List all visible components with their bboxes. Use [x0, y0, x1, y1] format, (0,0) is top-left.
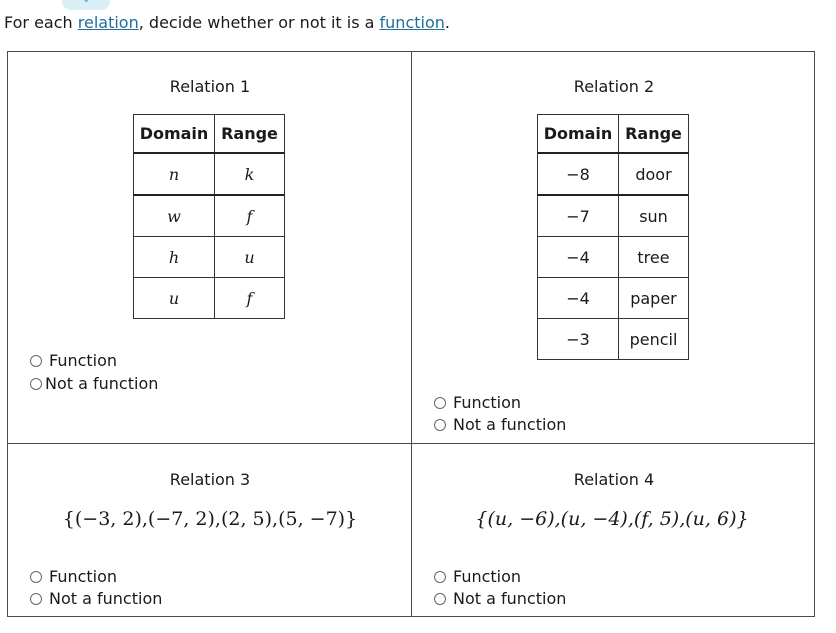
option-label: Function — [453, 393, 522, 412]
domain-header: Domain — [134, 115, 215, 154]
instruction-text — [4, 13, 450, 32]
option-label: Not a function — [49, 589, 163, 608]
relation-3-set: {(−3, 2),(−7, 2),(2, 5),(5, −7)} — [62, 508, 358, 530]
option-label: Function — [453, 567, 522, 586]
option-label: Function — [49, 351, 118, 370]
domain-header: Domain — [538, 115, 619, 154]
range-cell: k — [215, 153, 285, 195]
radio-button[interactable] — [30, 593, 42, 605]
radio-button[interactable] — [434, 571, 446, 583]
grid-divider-vertical — [411, 52, 412, 616]
relation-link[interactable]: relation — [77, 13, 139, 32]
relation-3-function-option[interactable] — [30, 567, 117, 586]
table-row — [134, 195, 285, 237]
instruction-suffix: . — [444, 13, 450, 32]
domain-cell: n — [134, 153, 215, 195]
table-row — [538, 319, 689, 360]
relation-1-function-option[interactable] — [30, 351, 117, 370]
range-header: Range — [619, 115, 689, 154]
range-cell: paper — [619, 278, 689, 319]
range-cell: u — [215, 237, 285, 278]
relation-3-title: Relation 3 — [169, 470, 251, 489]
domain-cell: −3 — [538, 319, 619, 360]
domain-cell: −4 — [538, 278, 619, 319]
table-row — [134, 153, 285, 195]
relation-1-not-function-option[interactable] — [30, 374, 158, 393]
grid-divider-horizontal — [8, 443, 814, 444]
option-label: Not a function — [453, 415, 567, 434]
chevron-down-icon — [81, 0, 94, 2]
domain-cell: h — [134, 237, 215, 278]
relation-4-function-option[interactable] — [434, 567, 521, 586]
radio-button[interactable] — [30, 355, 42, 367]
option-label: Not a function — [45, 374, 159, 393]
radio-button[interactable] — [30, 571, 42, 583]
range-header: Range — [215, 115, 285, 154]
relation-4-not-function-option[interactable] — [434, 589, 566, 608]
domain-cell: −8 — [538, 153, 619, 195]
domain-cell: w — [134, 195, 215, 237]
domain-cell: u — [134, 278, 215, 319]
table-row — [134, 278, 285, 319]
relation-1-table — [133, 114, 285, 319]
table-row — [538, 237, 689, 278]
collapse-tab[interactable] — [62, 0, 110, 10]
relation-4-title: Relation 4 — [573, 470, 655, 489]
radio-button[interactable] — [434, 397, 446, 409]
domain-cell: −7 — [538, 195, 619, 237]
range-cell: pencil — [619, 319, 689, 360]
function-link[interactable]: function — [379, 13, 445, 32]
relation-4-set: {(u, −6),(u, −4),(f, 5),(u, 6)} — [475, 508, 749, 530]
range-cell: f — [215, 195, 285, 237]
range-cell: f — [215, 278, 285, 319]
range-cell: door — [619, 153, 689, 195]
domain-cell: −4 — [538, 237, 619, 278]
table-row — [538, 278, 689, 319]
table-row — [134, 237, 285, 278]
range-cell: sun — [619, 195, 689, 237]
instruction-middle: , decide whether or not it is a — [138, 13, 380, 32]
relation-1-title: Relation 1 — [169, 77, 251, 96]
relation-2-not-function-option[interactable] — [434, 415, 566, 434]
relations-grid — [7, 51, 815, 617]
option-label: Function — [49, 567, 118, 586]
range-cell: tree — [619, 237, 689, 278]
radio-button[interactable] — [434, 593, 446, 605]
radio-button[interactable] — [434, 419, 446, 431]
relation-2-table — [537, 114, 689, 360]
relation-3-not-function-option[interactable] — [30, 589, 162, 608]
table-row — [538, 195, 689, 237]
relation-2-function-option[interactable] — [434, 393, 521, 412]
table-row — [538, 153, 689, 195]
relation-2-title: Relation 2 — [573, 77, 655, 96]
instruction-prefix: For each — [4, 13, 78, 32]
radio-button[interactable] — [30, 378, 42, 390]
option-label: Not a function — [453, 589, 567, 608]
